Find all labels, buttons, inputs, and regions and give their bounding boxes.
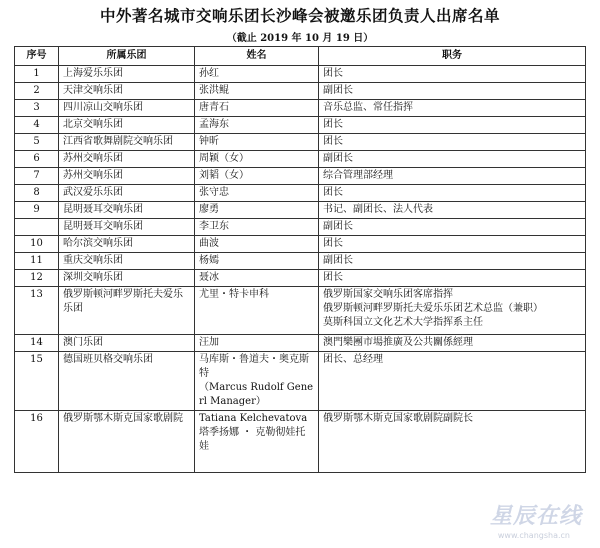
name-line: 曲波 [199, 238, 219, 249]
cell-org: 哈尔滨交响乐团 [59, 236, 195, 253]
cell-name [195, 352, 319, 411]
title-line: 俄罗斯国家交响乐团客席指挥 [323, 289, 453, 300]
cell-name [195, 83, 319, 100]
cell-index: 4 [15, 117, 59, 134]
header-name: 姓名 [195, 47, 319, 66]
cell-title [319, 134, 586, 151]
cell-name [195, 185, 319, 202]
name-line: 杨嫣 [199, 255, 219, 266]
cell-index: 8 [15, 185, 59, 202]
table-row [15, 185, 586, 202]
cell-index [15, 219, 59, 236]
attendee-table [14, 46, 586, 473]
title-line: 副团长 [323, 153, 353, 164]
cell-name [195, 66, 319, 83]
table-row [15, 66, 586, 83]
cell-name [195, 411, 319, 473]
name-line: 唐青石 [199, 102, 229, 113]
title-line: 俄罗斯顿河畔罗斯托夫爱乐乐团艺术总监（兼职） [323, 303, 543, 314]
cell-org: 天津交响乐团 [59, 83, 195, 100]
cell-index: 7 [15, 168, 59, 185]
name-line: 李卫东 [199, 221, 229, 232]
cell-title [319, 185, 586, 202]
watermark-url: www.changsha.cn [497, 531, 570, 540]
title-line: 澳門樂團市場推廣及公共關係經理 [323, 337, 473, 348]
cell-index: 12 [15, 270, 59, 287]
table-row [15, 100, 586, 117]
cell-org: 四川凉山交响乐团 [59, 100, 195, 117]
cell-name [195, 287, 319, 335]
cell-index: 5 [15, 134, 59, 151]
table-row [15, 117, 586, 134]
title-line: 综合管理部经理 [323, 170, 393, 181]
cell-org: 上海爱乐乐团 [59, 66, 195, 83]
cell-org: 深圳交响乐团 [59, 270, 195, 287]
table-row [15, 219, 586, 236]
cell-index: 1 [15, 66, 59, 83]
title-line: 团长 [323, 68, 343, 79]
name-line: 钟昕 [199, 136, 219, 147]
cell-org: 德国班贝格交响乐团 [59, 352, 195, 411]
cell-title [319, 411, 586, 473]
cell-index: 6 [15, 151, 59, 168]
cell-title [319, 253, 586, 270]
cell-index: 10 [15, 236, 59, 253]
title-line: 莫斯科国立文化艺术大学指挥系主任 [323, 317, 483, 328]
name-line: （Marcus Rudolf Generl Manager） [199, 382, 314, 407]
cell-org: 重庆交响乐团 [59, 253, 195, 270]
cell-name [195, 236, 319, 253]
header-org: 所属乐团 [59, 47, 195, 66]
cell-title [319, 151, 586, 168]
title-line: 副团长 [323, 85, 353, 96]
cell-index: 15 [15, 352, 59, 411]
cell-name [195, 117, 319, 134]
name-line: 周颖（女） [199, 153, 249, 164]
title-line: 团长 [323, 238, 343, 249]
cell-org: 江西省歌舞剧院交响乐团 [59, 134, 195, 151]
name-line: 尤里・特卡申科 [199, 289, 269, 300]
cell-title [319, 117, 586, 134]
cell-name [195, 134, 319, 151]
name-line: 张洪鲲 [199, 85, 229, 96]
cell-org: 苏州交响乐团 [59, 151, 195, 168]
table-row [15, 168, 586, 185]
cell-index: 14 [15, 335, 59, 352]
table-header-row [15, 47, 586, 66]
cell-index: 3 [15, 100, 59, 117]
cell-title [319, 352, 586, 411]
title-line: 副团长 [323, 221, 353, 232]
name-line: 聂冰 [199, 272, 219, 283]
name-line: 塔季扬娜 ・ 克勒彻娃托娃 [199, 427, 306, 452]
cell-org: 北京交响乐团 [59, 117, 195, 134]
title-line: 副团长 [323, 255, 353, 266]
cell-name [195, 335, 319, 352]
name-line: 张守忠 [199, 187, 229, 198]
name-line: 廖勇 [199, 204, 219, 215]
header-title: 职务 [319, 47, 586, 66]
title-line: 团长 [323, 119, 343, 130]
cell-index: 9 [15, 202, 59, 219]
cell-org: 苏州交响乐团 [59, 168, 195, 185]
cell-org: 澳门乐团 [59, 335, 195, 352]
table-row [15, 335, 586, 352]
cell-index: 2 [15, 83, 59, 100]
table-row [15, 270, 586, 287]
cell-name [195, 253, 319, 270]
cell-name [195, 219, 319, 236]
table-row [15, 83, 586, 100]
name-line: 汪加 [199, 337, 219, 348]
title-line: 俄罗斯鄂木斯克国家歌剧院副院长 [323, 413, 473, 424]
cell-name [195, 151, 319, 168]
cell-org: 俄罗斯鄂木斯克国家歌剧院 [59, 411, 195, 473]
cell-title [319, 66, 586, 83]
cell-name [195, 100, 319, 117]
cell-title [319, 287, 586, 335]
name-line: Tatiana Kelchevatova [199, 413, 308, 424]
cell-title [319, 202, 586, 219]
cell-index: 11 [15, 253, 59, 270]
table-body [15, 66, 586, 473]
table-row [15, 253, 586, 270]
cell-title [319, 219, 586, 236]
cell-title [319, 83, 586, 100]
header-index: 序号 [15, 47, 59, 66]
cell-index: 13 [15, 287, 59, 335]
title-line: 团长、总经理 [323, 354, 383, 365]
cell-name [195, 168, 319, 185]
table-row [15, 151, 586, 168]
name-line: 孟海东 [199, 119, 229, 130]
title-line: 团长 [323, 272, 343, 283]
cell-index: 16 [15, 411, 59, 473]
title-line: 书记、副团长、法人代表 [323, 204, 433, 215]
cell-title [319, 236, 586, 253]
document-subtitle: （截止 2019 年 10 月 19 日） [226, 33, 374, 44]
cell-title [319, 270, 586, 287]
cell-org: 武汉爱乐乐团 [59, 185, 195, 202]
document-title: 中外著名城市交响乐团长沙峰会被邀乐团负责人出席名单 [99, 6, 500, 25]
cell-org: 昆明聂耳交响乐团 [59, 202, 195, 219]
title-line: 音乐总监、常任指挥 [323, 102, 413, 113]
table-row [15, 202, 586, 219]
name-line: 刘韬（女） [199, 170, 249, 181]
watermark-logo: 星辰在线 [489, 504, 582, 529]
name-line: 孙红 [199, 68, 219, 79]
title-line: 团长 [323, 187, 343, 198]
cell-title [319, 335, 586, 352]
cell-org: 昆明聂耳交响乐团 [59, 219, 195, 236]
table-row [15, 352, 586, 411]
title-line: 团长 [323, 136, 343, 147]
cell-org: 俄罗斯顿河畔罗斯托夫爱乐乐团 [59, 287, 195, 335]
cell-title [319, 168, 586, 185]
table-row [15, 411, 586, 473]
cell-name [195, 202, 319, 219]
table-row [15, 134, 586, 151]
cell-title [319, 100, 586, 117]
cell-name [195, 270, 319, 287]
table-row [15, 287, 586, 335]
table-row [15, 236, 586, 253]
name-line: 马库斯・鲁道夫・奥克斯特 [199, 354, 309, 379]
